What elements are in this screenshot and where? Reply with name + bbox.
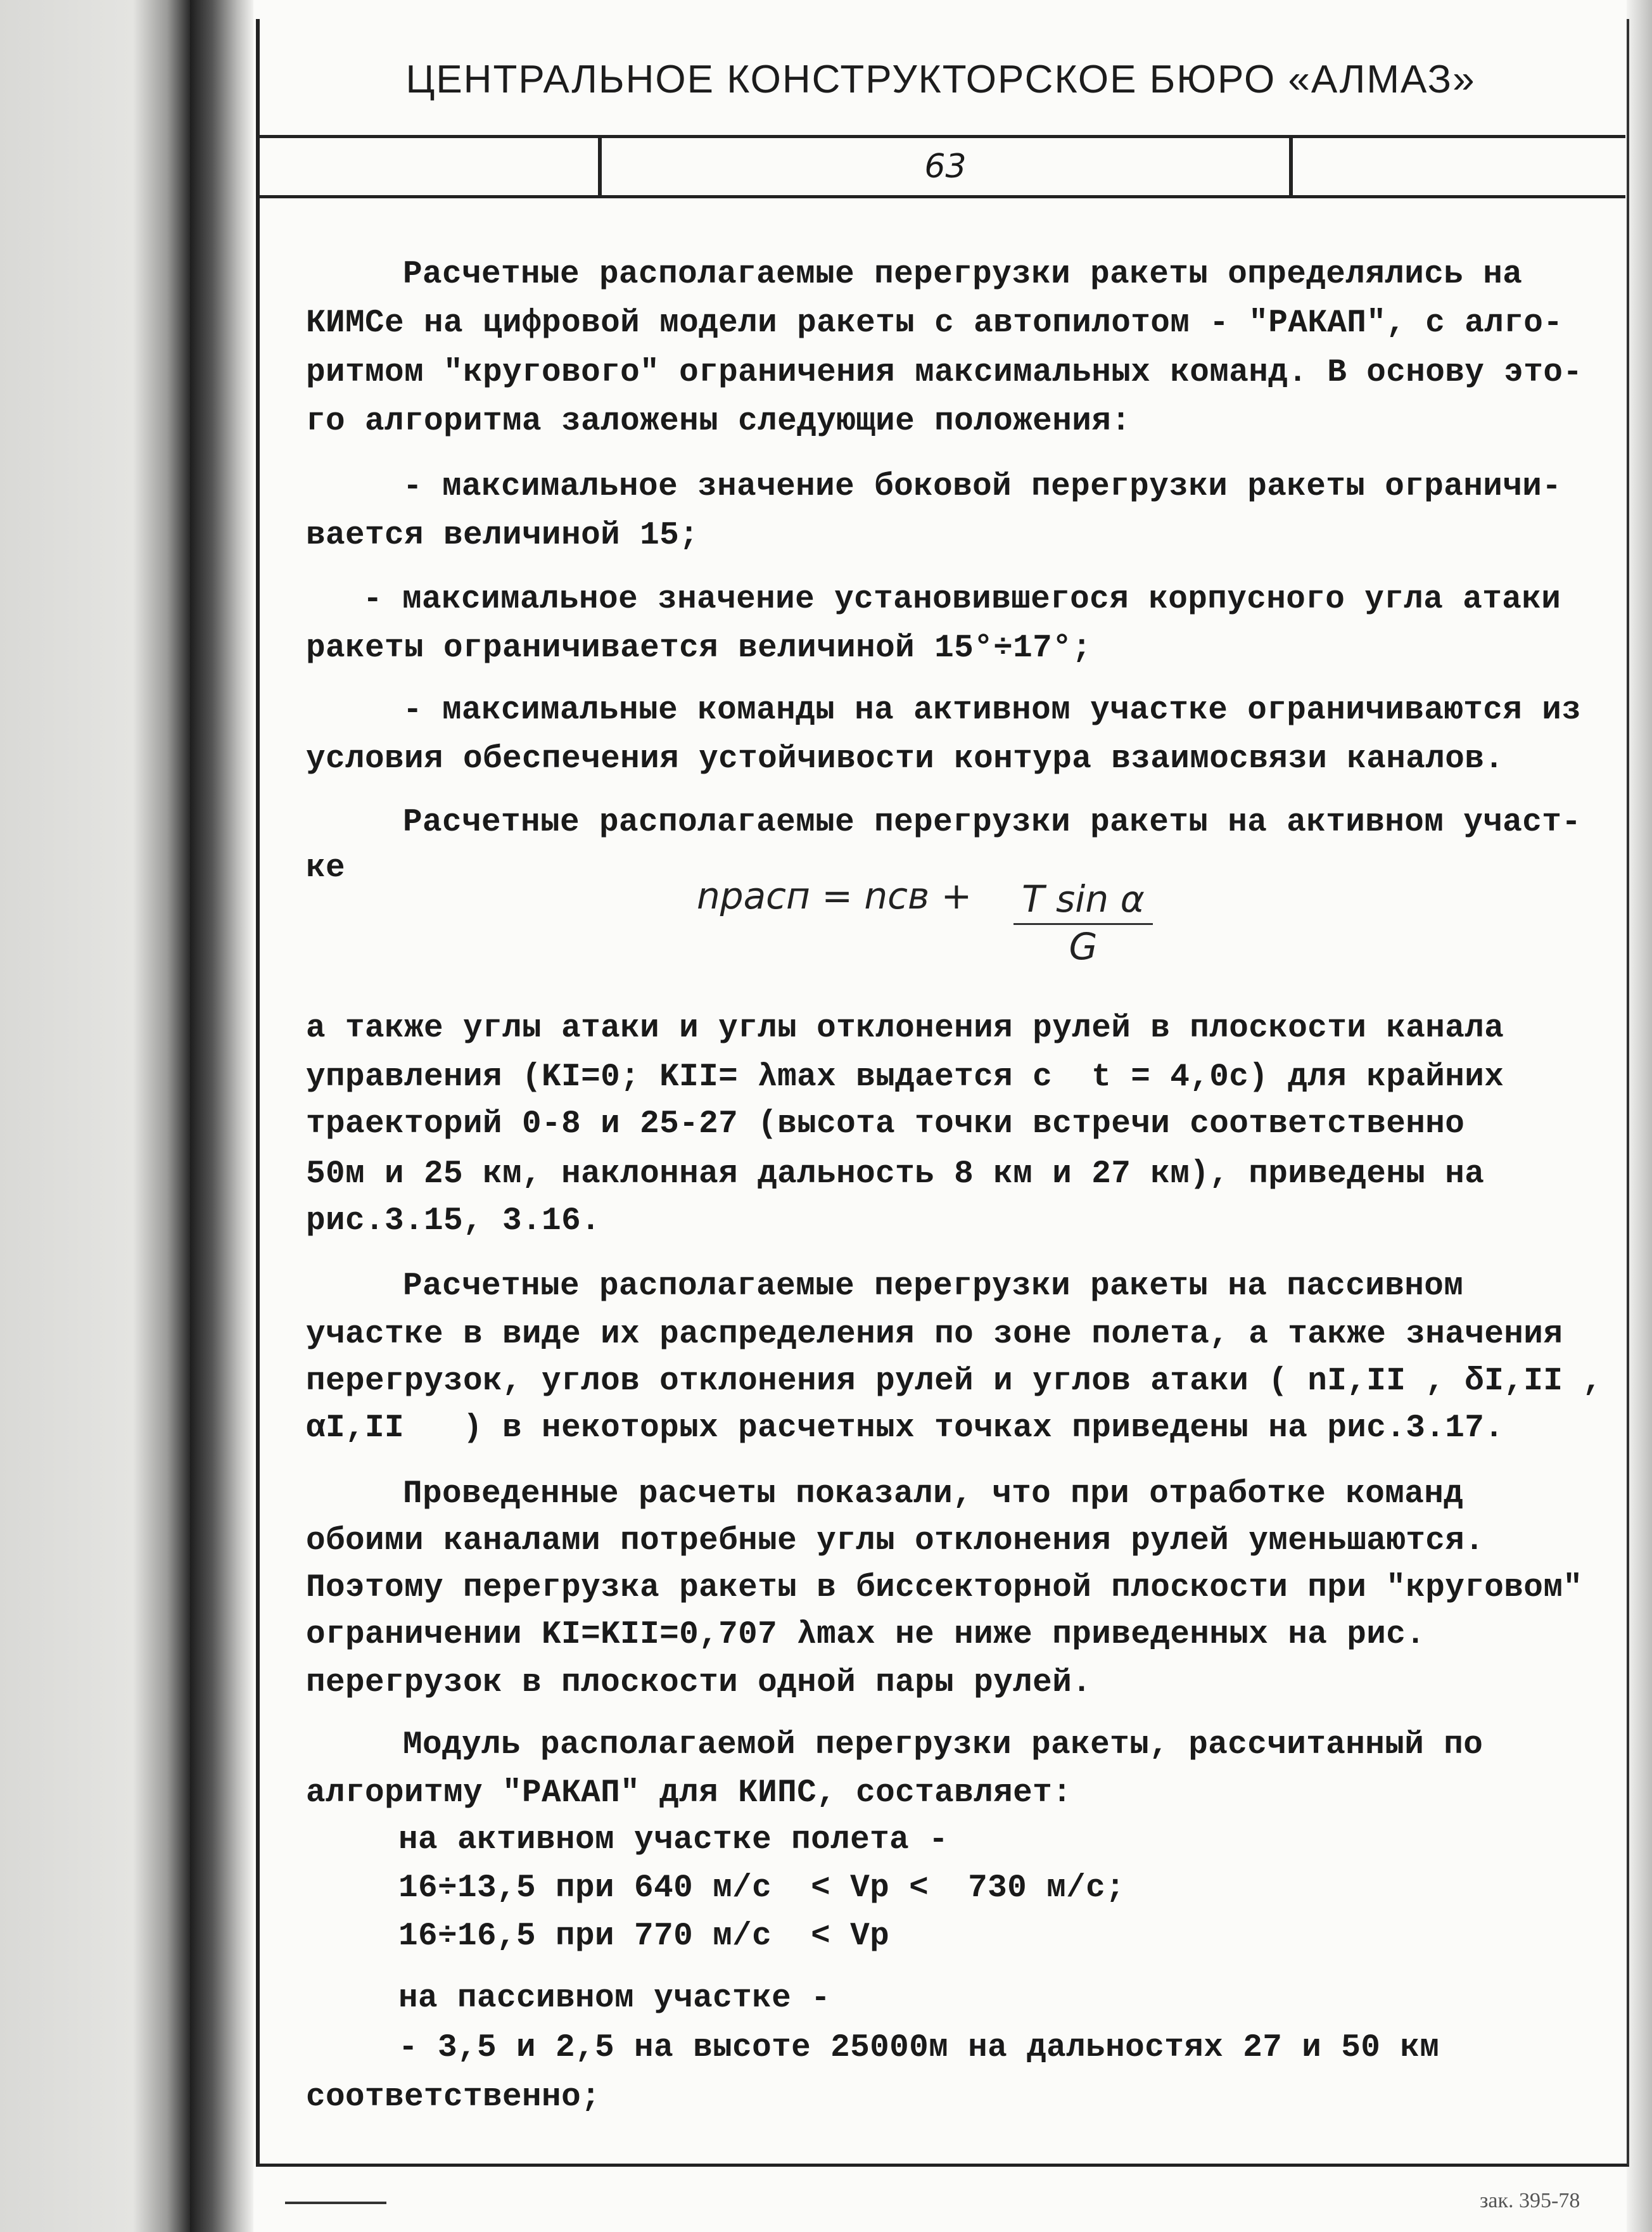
text-line: 50м и 25 км, наклонная дальность 8 км и 27 км), приведены на xyxy=(306,1156,1485,1192)
text-line: условия обеспечения устойчивости контура взаимосвязи каналов. xyxy=(306,741,1504,777)
book-spine xyxy=(190,0,253,2232)
formula-denominator: G xyxy=(1069,925,1098,968)
text-line: а также углы атаки и углы отклонения рулей в плоскости канала xyxy=(306,1011,1504,1047)
order-number: зак. 395-78 xyxy=(1480,2189,1580,2212)
page-number-row xyxy=(256,135,1625,198)
text-line: 16÷16,5 при 770 м/с < Vр xyxy=(398,1918,890,1955)
text-line: ритмом "кругового" ограничения максимальных команд. В основу это- xyxy=(306,355,1583,391)
page-edge xyxy=(1627,0,1652,2232)
page-number: 63 xyxy=(924,148,967,186)
text-line: αI,II ) в некоторых расчетных точках приведены на рис.3.17. xyxy=(306,1410,1504,1446)
text-line: обоими каналами потребные углы отклонения рулей уменьшаются. xyxy=(306,1523,1485,1559)
text-line: - максимальное значение установившегося корпусного угла атаки xyxy=(363,582,1561,618)
text-line: ке xyxy=(306,850,346,886)
text-line: - максимальное значение боковой перегрузки ракеты ограничи- xyxy=(403,469,1562,505)
text-line: Проведенные расчеты показали, что при отработке команд xyxy=(403,1476,1464,1512)
text-line: вается величиной 15; xyxy=(306,518,699,554)
text-line: КИМСе на цифровой модели ракеты с автопилотом - "РАКАП", с алго- xyxy=(306,305,1563,341)
text-line: перегрузок в плоскости одной пары рулей. xyxy=(306,1665,1092,1701)
adjacent-page xyxy=(0,0,190,2232)
text-line: - максимальные команды на активном участке ограничиваются из xyxy=(403,692,1582,729)
text-line: - 3,5 и 2,5 на высоте 25000м на дальностях 27 и 50 км xyxy=(398,2030,1440,2066)
text-line: участке в виде их распределения по зоне полета, а также значения xyxy=(306,1317,1563,1353)
text-line: управления (KI=0; KII= λmax выдается с t = 4,0c) для крайних xyxy=(306,1059,1504,1095)
formula-lhs: nрасп = nсв + xyxy=(697,874,972,917)
text-line: го алгоритма заложены следующие положения: xyxy=(306,404,1131,440)
footer-rule xyxy=(285,2202,386,2204)
text-line: ограничении KI=KII=0,707 λmax не ниже приведенных на рис. xyxy=(306,1617,1426,1653)
page-number-cell xyxy=(598,135,1293,195)
text-line: алгоритму "РАКАП" для КИПС, составляет: xyxy=(306,1775,1072,1811)
text-line: на пассивном участке - xyxy=(398,1980,831,2017)
text-line: Расчетные располагаемые перегрузки ракеты на пассивном xyxy=(403,1268,1464,1304)
text-line: Поэтому перегрузка ракеты в биссекторной плоскости при "круговом" xyxy=(306,1570,1583,1606)
text-line: соответственно; xyxy=(306,2079,601,2115)
text-line: 16÷13,5 при 640 м/с < Vр < 730 м/с; xyxy=(398,1870,1126,1906)
text-line: Расчетные располагаемые перегрузки ракеты определялись на xyxy=(403,257,1523,293)
formula-numerator: T sin α xyxy=(1013,877,1153,925)
page-header xyxy=(256,19,1625,138)
text-line: ракеты ограничивается величиной 15°÷17°; xyxy=(306,630,1092,666)
text-line: перегрузок, углов отклонения рулей и углов атаки ( nI,II , δI,II , xyxy=(306,1363,1603,1400)
text-line: Расчетные располагаемые перегрузки ракеты на активном участ- xyxy=(403,805,1582,841)
text-line: траекторий 0-8 и 25-27 (высота точки встречи соответственно xyxy=(306,1106,1465,1142)
text-line: рис.3.15, 3.16. xyxy=(306,1203,601,1239)
formula-fraction xyxy=(1013,877,1153,968)
text-line: Модуль располагаемой перегрузки ракеты, рассчитанный по xyxy=(403,1727,1484,1763)
text-line: на активном участке полета - xyxy=(398,1822,949,1858)
organization-title: ЦЕНТРАЛЬНОЕ КОНСТРУКТОРСКОЕ БЮРО «АЛМАЗ» xyxy=(405,58,1476,101)
